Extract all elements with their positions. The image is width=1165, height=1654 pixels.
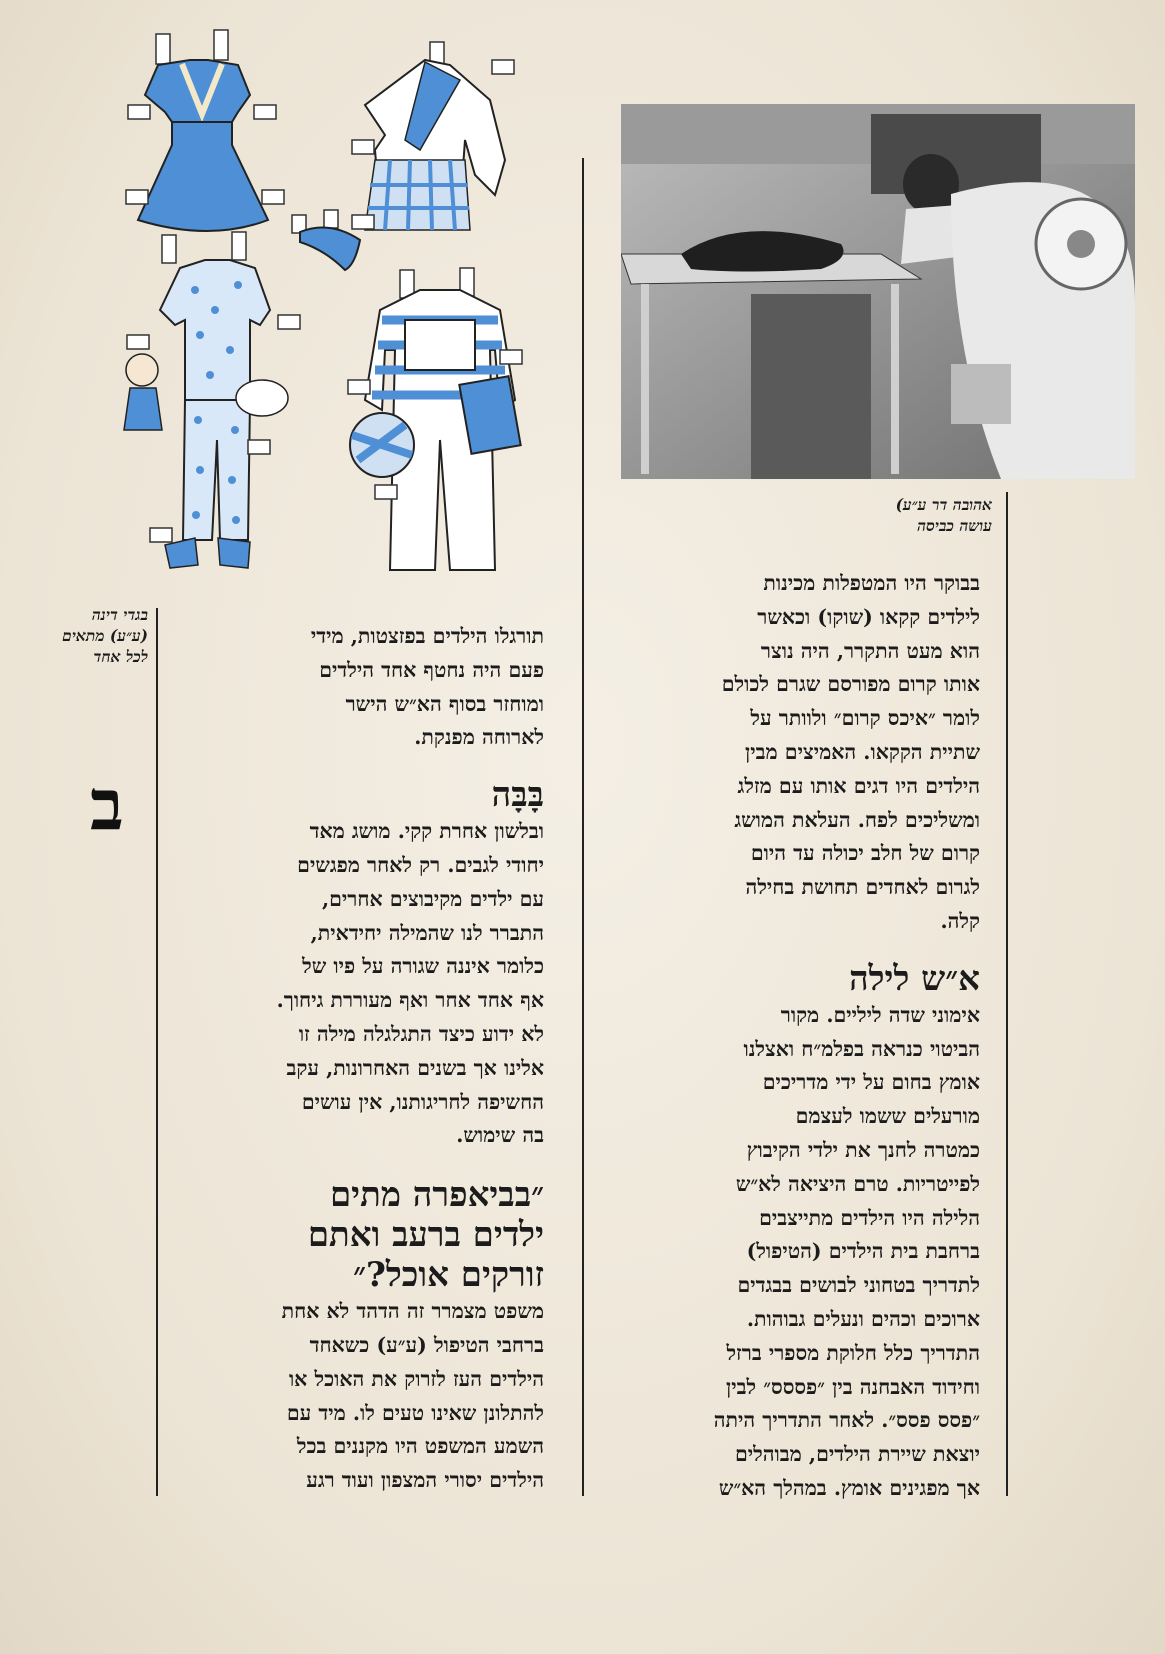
right-column	[600, 567, 980, 1506]
text-line: וחידוד האבחנה בין ״פססס״ לבין	[726, 1374, 980, 1399]
text-line: מורעלים ששמו לעצמם	[795, 1104, 980, 1129]
heading-line: זורקים אוכל?״	[353, 1255, 544, 1296]
blue-cap-drawing	[292, 210, 360, 270]
text-line: בבוקר היו המטפלות מכינות	[763, 571, 980, 595]
text-line: משפט מצמרר זה הדהד לא אחת	[281, 1299, 544, 1324]
blue-dress-drawing	[126, 30, 284, 231]
text-line: הילדים העז לזרוק את האוכל או	[288, 1366, 544, 1391]
text-line: בה שימוש.	[456, 1123, 544, 1148]
heading-line: ילדים ברעב ואתם	[307, 1215, 544, 1256]
section-heading-biafra	[176, 1175, 544, 1295]
text-line: קרום של חלב יכולה עד היום	[750, 841, 980, 866]
text-line: שתיית הקקאו. האמיצים מבין	[745, 739, 980, 764]
heading-line: ״בביאפרה מתים	[329, 1175, 544, 1216]
text-line: יוצאת שיירת הילדים, מבוהלים	[734, 1442, 980, 1467]
section-heading-night-exercise: א״ש לילה	[849, 958, 980, 999]
text-line: ברחבי הטיפול (ע״ע) כשאחד	[309, 1332, 544, 1357]
text-line: תורגלו הילדים בפזצטות, מידי	[310, 624, 544, 648]
right-column-intro	[600, 567, 980, 939]
text-line: לפייטריות. טרם היציאה לא״ש	[735, 1171, 980, 1196]
text-line: הילדים היו דגים אותו עם מזלג	[737, 773, 980, 798]
left-column-intro	[176, 620, 544, 755]
text-line: ברחבת בית הילדים (הטיפול)	[746, 1239, 980, 1264]
text-line: פעם היה נחטף אחד הילדים	[319, 657, 544, 682]
text-line: הוא מעט התקרר, היה נוצר	[760, 638, 980, 663]
text-line: קלה.	[940, 908, 980, 933]
text-line: ומוחזר בסוף הא״ש הישר	[345, 691, 544, 716]
pajamas-with-doll-drawing	[124, 232, 300, 568]
text-line: ארוכים וכהים ונעלים גבוהות.	[746, 1306, 980, 1331]
text-line: הביטוי כנראה בפלמ״ח ואצלנו	[743, 1036, 980, 1061]
photo-caption-line: עושה כביסה	[917, 516, 992, 535]
text-line: להתלונן שאינו טעים לו. מיד עם	[286, 1400, 544, 1425]
text-line: השמע המשפט היו מקננים בכל	[296, 1434, 544, 1459]
text-line: כלומר איננה שגורה על פיו של	[302, 954, 544, 979]
left-column-body-2	[176, 1295, 544, 1498]
right-column-body	[600, 999, 980, 1506]
text-line: הילדים יסורי המצפון ועוד רגע	[306, 1468, 544, 1493]
text-line: התדריך כלל חלוקת מספרי ברזל	[726, 1340, 980, 1365]
column-divider-right	[1006, 492, 1008, 1496]
section-letter: ב	[90, 763, 124, 846]
text-line: ובלשון אחרת קקי. מושג מאד	[309, 819, 544, 844]
text-line: אף אחד אחר ואף מעוררת גיחוך.	[276, 988, 544, 1013]
column-divider-middle	[582, 158, 584, 1496]
text-line: הלילה היו הילדים מתייצבים	[759, 1205, 980, 1230]
doll-caption-line: (ע״ע) מתאים	[62, 626, 148, 645]
text-line: אומץ בחום על ידי מדריכים	[762, 1070, 980, 1095]
text-line: לילדים קקאו (שוקו) וכאשר	[757, 604, 980, 629]
doll-caption-line: בגדי דינה	[91, 605, 148, 624]
text-line: אלינו אך בשנים האחרונות, עקב	[286, 1055, 544, 1080]
jacket-and-skirt-drawing	[352, 42, 514, 230]
text-line: ״פסס פסס״. לאחר התדריך היתה	[713, 1408, 980, 1433]
overalls-with-ball-drawing	[348, 268, 522, 570]
text-line: אך מפגינים אומץ. במהלך הא״ש	[718, 1475, 980, 1500]
section-heading-baba: בָּבָּה	[491, 775, 544, 816]
text-line: התברר לנו שהמילה יחידאית,	[310, 920, 544, 945]
text-line: כמטרה לחנך את ילדי הקיבוץ	[746, 1137, 980, 1162]
left-column-body-1	[176, 815, 544, 1153]
text-line: לארוחה מפנקת.	[414, 725, 544, 750]
text-line: אותו קרום מפורסם שגרם לכולם	[721, 672, 980, 697]
text-line: לא ידוע כיצד התגלגלה מילה זו	[298, 1021, 544, 1046]
laundry-photo	[621, 104, 1135, 479]
text-line: לומר ״איכס קרום״ ולוותר על	[750, 706, 980, 731]
doll-caption	[20, 604, 148, 667]
text-line: אימוני שדה ליליים. מקור	[780, 1002, 980, 1027]
text-line: יחודי לגבים. רק לאחר מפגשים	[297, 852, 544, 877]
column-divider-left	[156, 608, 158, 1496]
doll-caption-line: לכל אחד	[93, 647, 148, 666]
text-line: עם ילדים מקיבוצים אחרים,	[322, 886, 544, 911]
text-line: לגרום לאחדים תחושת בחילה	[745, 875, 980, 900]
paper-doll-clothes-illustration	[120, 20, 560, 595]
photo-caption	[760, 494, 992, 536]
left-column	[176, 620, 544, 1498]
text-line: לתדריך בטחוני לבושים בבגדים	[737, 1273, 980, 1298]
photo-caption-line: אהובה דר ע״ע)	[895, 495, 992, 514]
text-line: החשיפה לחריגותנו, אין עושים	[301, 1089, 544, 1114]
text-line: ומשליכים לפח. העלאת המושג	[734, 807, 980, 832]
